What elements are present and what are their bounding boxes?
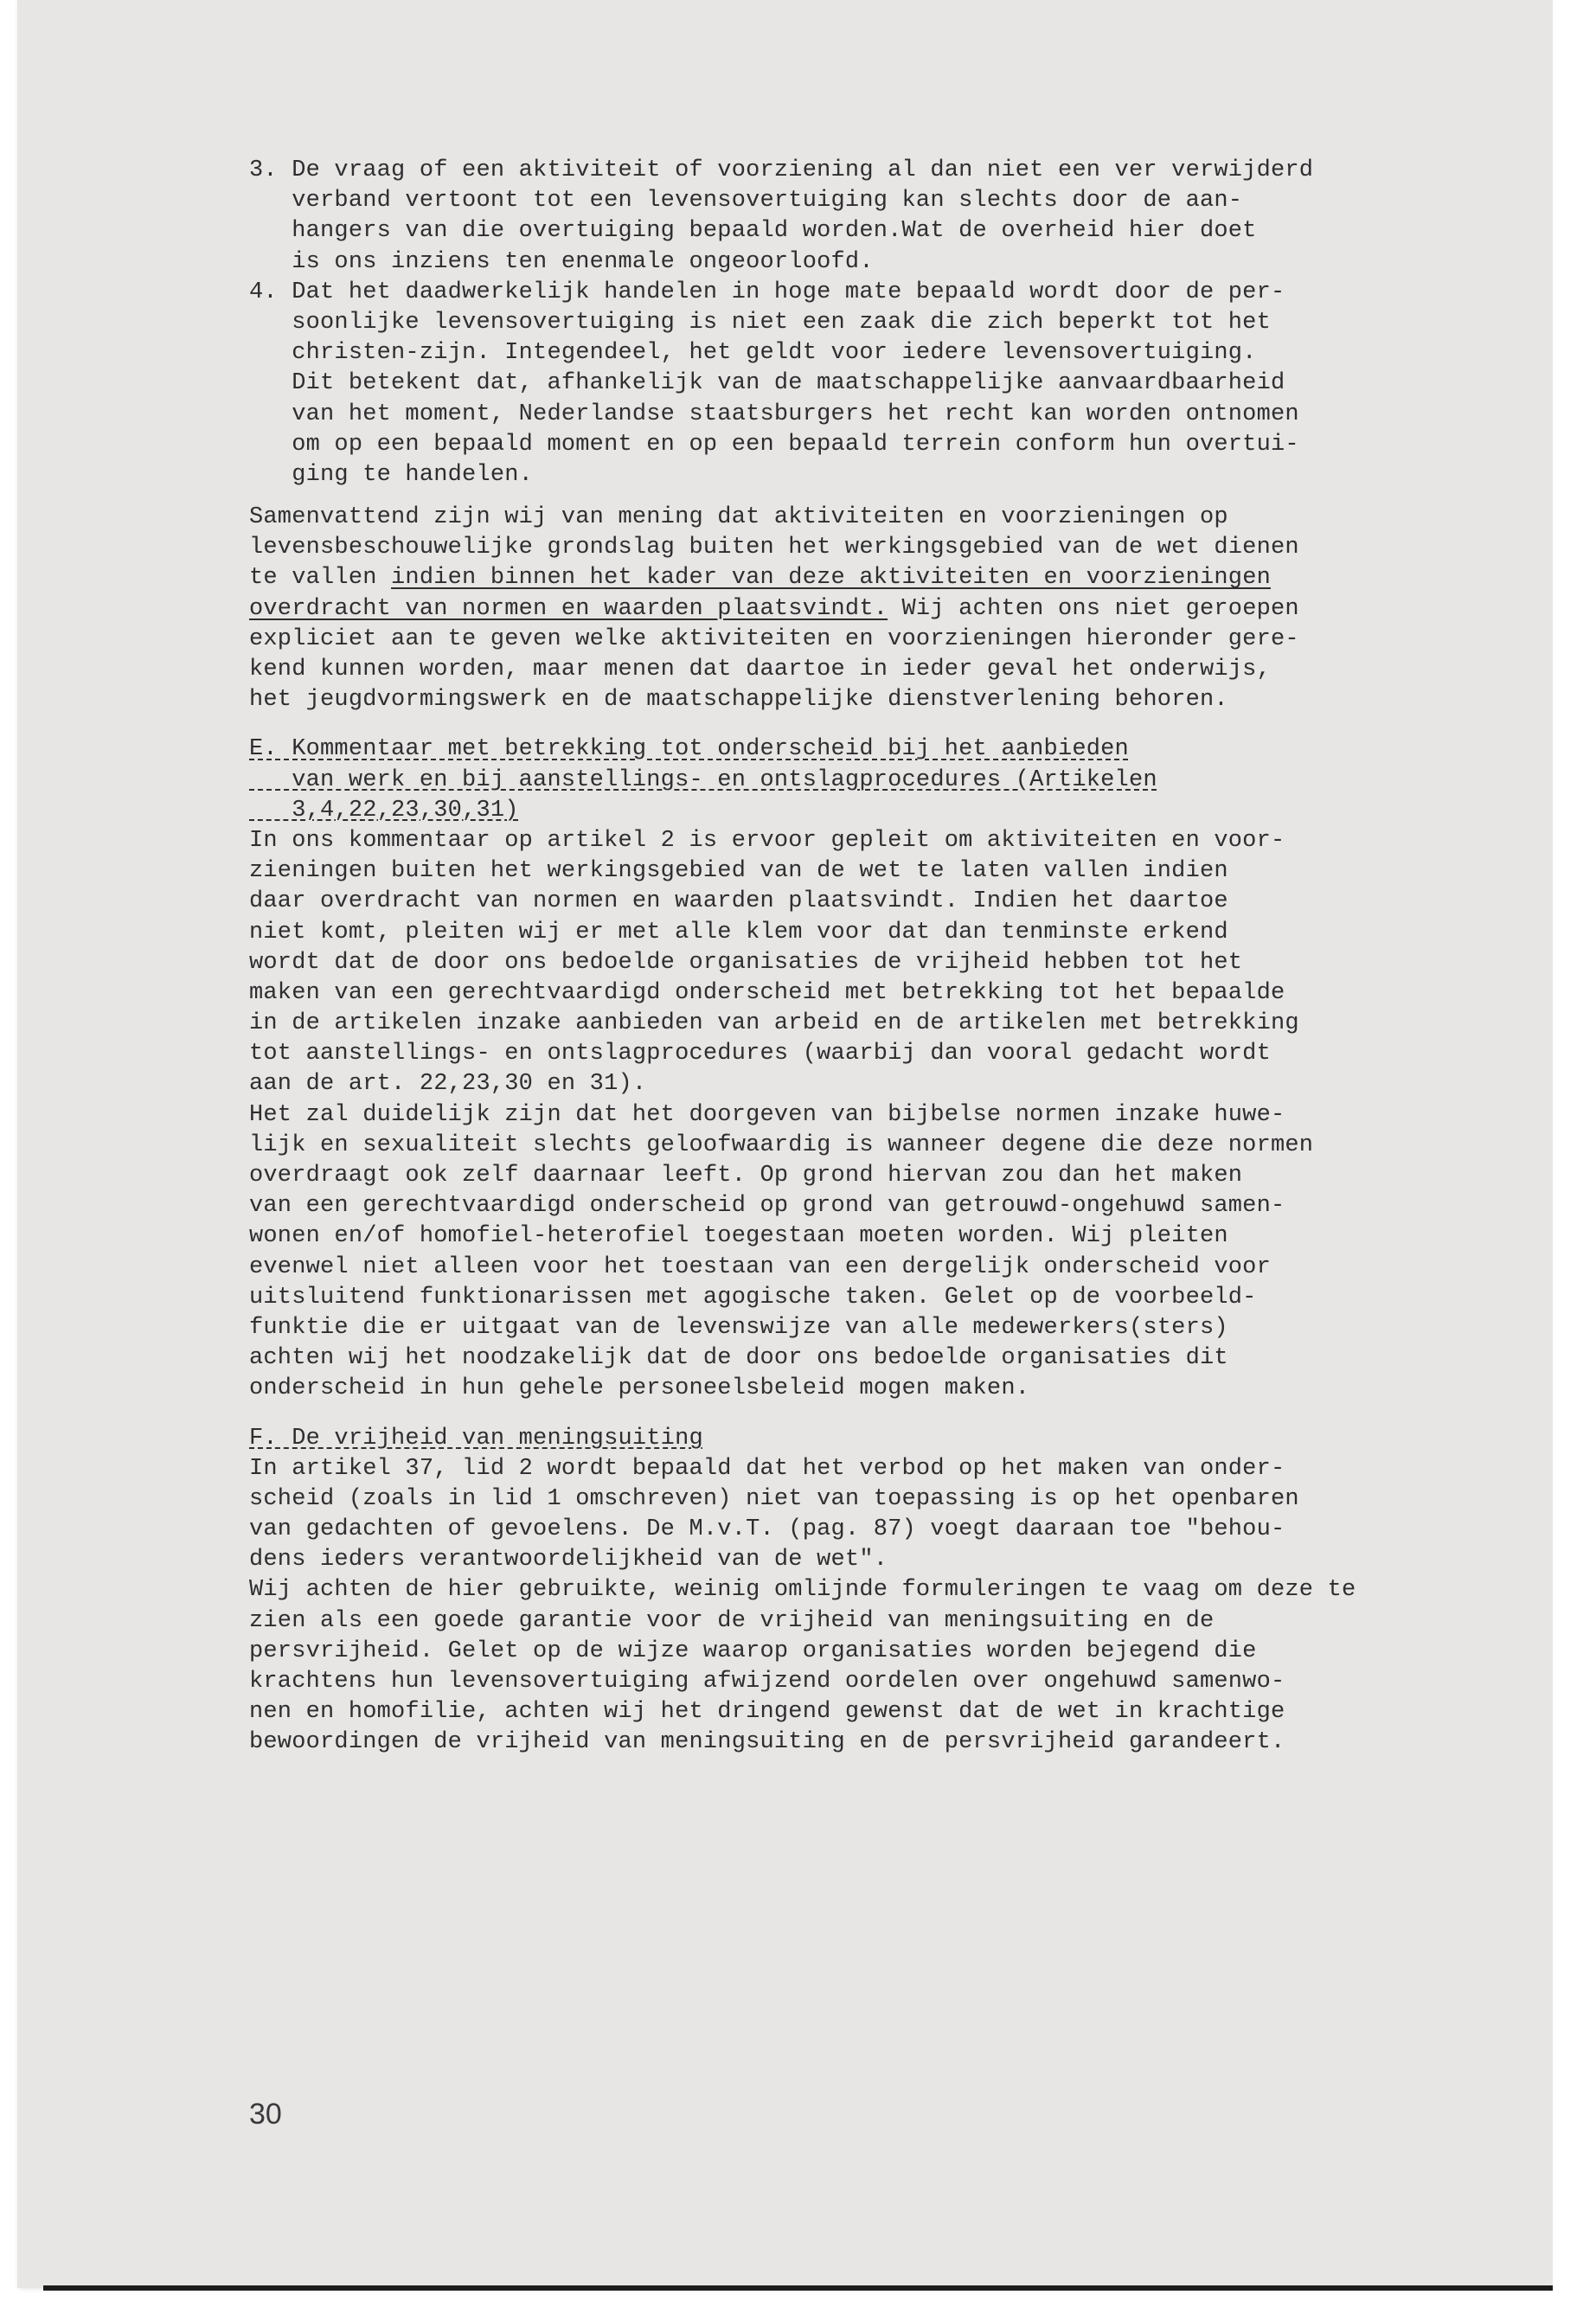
- scan-bottom-edge: [43, 2285, 1553, 2291]
- section-e-paragraph-2: Het zal duidelijk zijn dat het doorgeven van bijbelse normen inzake huwe- lijk en sexualiteit slechts geloofwaardig is wanneer degene die deze normen overdraagt ook zelf daarnaar leeft. Op grond hiervan zou dan het maken van een gerechtvaardigd onderscheid op grond van getrouwd-ongehuwd samen- wonen en/of homofiel-heterofiel toegestaan moeten worden. Wij pleiten evenwel niet alleen voor het toestaan van een dergelijk onderscheid voor uitsluitend funktionarissen met agogische taken. Gelet op de voorbeeld- funktie die er uitgaat van de levenswijze van alle medewerkers(sters) achten wij het noodzakelijk dat de door ons bedoelde organisaties dit onderscheid in hun gehele personeelsbeleid mogen maken.: [249, 1101, 1314, 1402]
- underlined-text: overdracht van normen en waarden plaatsvindt.: [249, 595, 888, 622]
- list-item-3: 3. De vraag of een aktiviteit of voorziening al dan niet een ver verwijderd verband vertoont tot een levensovertuiging kan slechts door de aan- hangers van die overtuiging bepaald worden.Wat de overheid hier doet is ons inziens ten enenmale ongeoorloofd.: [249, 157, 1314, 275]
- section-e-heading: E. Kommentaar met betrekking tot onderscheid bij het aanbieden van werk en bij aanstellings- en ontslagprocedures (Artikelen 3,4,22,23,30,31): [249, 736, 1157, 824]
- section-f-paragraph-1: In artikel 37, lid 2 wordt bepaald dat het verbod op het maken van onder- scheid (zoals in lid 1 omschreven) niet van toepassing is op het openbaren van gedachten of gevoelens. De M.v.T. (pag. 87) voegt daaraan toe "behou- dens ieders verantwoordelijkheid van de wet".: [249, 1455, 1299, 1574]
- section-e-paragraph-1: In ons kommentaar op artikel 2 is ervoor gepleit om aktiviteiten en voor- zieningen buiten het werkingsgebied van de wet te laten vallen indien daar overdracht van normen en waarden plaatsvindt. Indien het daartoe niet komt, pleiten wij er met alle klem voor dat dan tenminste erkend wordt dat de door ons bedoelde organisaties de vrijheid hebben tot het maken van een gerechtvaardigd onderscheid met betrekking tot het bepaalde in de artikelen inzake aanbieden van arbeid en de artikelen met betrekking tot aanstellings- en ontslagprocedures (waarbij dan vooral gedacht wordt aan de art. 22,23,30 en 31).: [249, 827, 1299, 1098]
- page-number: 30: [249, 2098, 282, 2131]
- page-margin: [1553, 0, 1596, 2301]
- section-f-paragraph-2: Wij achten de hier gebruikte, weinig omlijnde formuleringen te vaag om deze te zien als een goede garantie voor de vrijheid van meningsuiting en de persvrijheid. Gelet op de wijze waarop organisaties worden bejegend die krachtens hun levensovertuiging afwijzend oordelen over ongehuwd samenwo- nen en homofilie, achten wij het dringend gewenst dat de wet in krachtige bewoordingen de vrijheid van meningsuiting en de persvrijheid garandeert.: [249, 1577, 1356, 1756]
- underlined-text: indien binnen het kader van deze aktiviteiten en voorzieningen: [391, 565, 1271, 592]
- list-item-4: 4. Dat het daadwerkelijk handelen in hoge mate bepaald wordt door de per- soonlijke levensovertuiging is niet een zaak die zich beperkt tot het christen-zijn. Integendeel, het geldt voor iedere levensovertuiging. Dit betekent dat, afhankelijk van de maatschappelijke aanvaardbaarheid van het moment, Nederlandse staatsburgers het recht kan worden ontnomen om op een bepaald moment en op een bepaald terrein conform hun overtui- ging te handelen.: [249, 279, 1299, 488]
- summary-paragraph: Samenvattend zijn wij van mening dat aktiviteiten en voorzieningen op levensbeschouwelijke grondslag buiten het werkingsgebied van de wet dienen te vallen indien binnen het kader van deze aktiviteiten en voorzieningen overdracht van normen en waarden plaatsvindt. Wij achten ons niet geroepen expliciet aan te geven welke aktiviteiten en voorzieningen hieronder gere- kend kunnen worden, maar menen dat daartoe in ieder geval het onderwijs, het jeugdvormingswerk en de maatschappelijke dienstverlening behoren.: [249, 504, 1299, 714]
- document-body: [249, 156, 1460, 1759]
- section-f-heading: F. De vrijheid van meningsuiting: [249, 1425, 703, 1452]
